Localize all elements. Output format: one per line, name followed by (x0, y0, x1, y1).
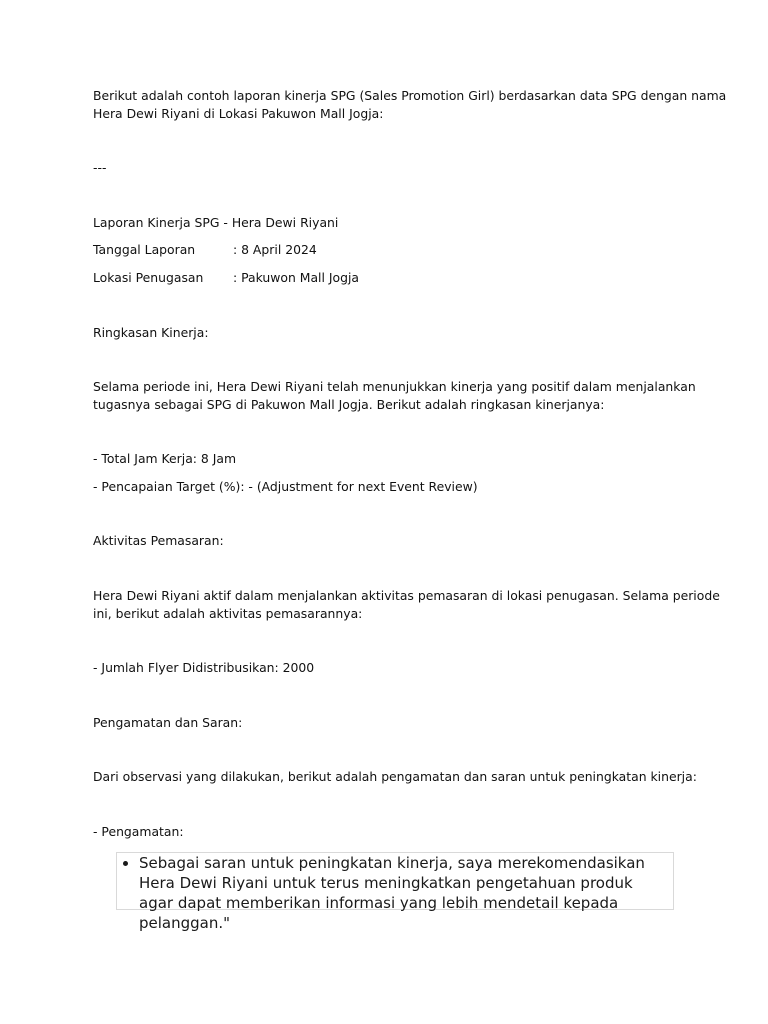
report-date-row (93, 241, 317, 259)
marketing-line-1: Hera Dewi Riyani aktif dalam menjalankan aktivitas pemasaran di lokasi penugasan. Selama periode (93, 588, 720, 603)
recommendation-list (117, 853, 673, 933)
report-location-row (93, 269, 359, 287)
report-date-value: : 8 April 2024 (233, 242, 317, 257)
report-location-value: : Pakuwon Mall Jogja (233, 270, 360, 285)
separator: --- (93, 160, 107, 175)
summary-item-work-hours: - Total Jam Kerja: 8 Jam (93, 451, 237, 466)
marketing-heading: Aktivitas Pemasaran: (93, 533, 224, 548)
report-title: Laporan Kinerja SPG - Hera Dewi Riyani (93, 215, 339, 230)
summary-heading: Ringkasan Kinerja: (93, 325, 209, 340)
marketing-item-flyers: - Jumlah Flyer Didistribusikan: 2000 (93, 660, 315, 675)
summary-line-1: Selama periode ini, Hera Dewi Riyani telah menunjukkan kinerja yang positif dalam menjalankan (93, 379, 696, 394)
observations-intro: Dari observasi yang dilakukan, berikut adalah pengamatan dan saran untuk peningkatan kinerja: (93, 769, 697, 784)
observations-sub-heading: - Pengamatan: (93, 824, 184, 839)
intro-line-2: Hera Dewi Riyani di Lokasi Pakuwon Mall Jogja: (93, 106, 384, 121)
recommendation-callout (116, 852, 674, 932)
recommendation-item: • Sebagai saran untuk peningkatan kinerja, saya merekomendasikan Hera Dewi Riyani untuk terus meningkatkan pengetahuan produk agar dapat memberikan informasi yang lebih mendetail kepada pelanggan." (139, 853, 649, 933)
summary-line-2: tugasnya sebagai SPG di Pakuwon Mall Jogja. Berikut adalah ringkasan kinerjanya: (93, 397, 605, 412)
report-location-label: Lokasi Penugasan (93, 270, 204, 285)
report-date-label: Tanggal Laporan (93, 242, 196, 257)
summary-item-target: - Pencapaian Target (%): - (Adjustment for next Event Review) (93, 479, 478, 494)
marketing-line-2: ini, berikut adalah aktivitas pemasarannya: (93, 606, 363, 621)
observations-heading: Pengamatan dan Saran: (93, 715, 243, 730)
intro-line-1: Berikut adalah contoh laporan kinerja SPG (Sales Promotion Girl) berdasarkan data SPG dengan nama (93, 88, 727, 103)
